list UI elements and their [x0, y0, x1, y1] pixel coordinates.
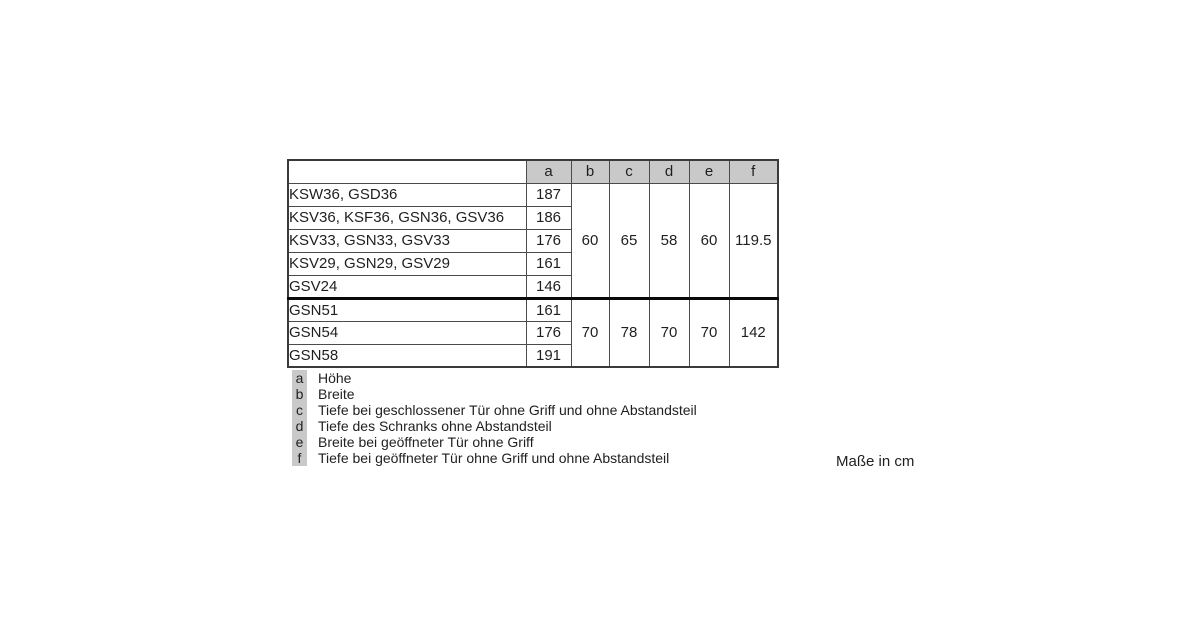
models-cell: GSN58: [288, 344, 526, 367]
header-cell-a: a: [526, 160, 571, 183]
value-a-cell: 146: [526, 275, 571, 298]
header-cell-c: c: [609, 160, 649, 183]
value-a-cell: 176: [526, 229, 571, 252]
models-cell: GSN51: [288, 298, 526, 321]
value-a-cell: 161: [526, 252, 571, 275]
models-cell: GSV24: [288, 275, 526, 298]
models-cell: KSV33, GSN33, GSV33: [288, 229, 526, 252]
units-note: Maße in cm: [836, 453, 915, 470]
legend-label-b: Breite: [318, 386, 355, 402]
models-cell: KSV36, KSF36, GSN36, GSV36: [288, 206, 526, 229]
legend-key-d: d: [292, 418, 307, 434]
legend-item-f: [292, 450, 697, 466]
legend-item-b: [292, 386, 697, 402]
shared-f-cell: 142: [729, 298, 778, 367]
header-cell-d: d: [649, 160, 689, 183]
value-a-cell: 187: [526, 183, 571, 206]
shared-d-cell: 70: [649, 298, 689, 367]
value-a-cell: 191: [526, 344, 571, 367]
legend-label-e: Breite bei geöffneter Tür ohne Griff: [318, 434, 534, 450]
legend-label-f: Tiefe bei geöffneter Tür ohne Griff und ohne Abstandsteil: [318, 450, 670, 466]
header-cell-f: f: [729, 160, 778, 183]
header-cell-empty: [288, 160, 526, 183]
dimensions-table: [287, 159, 779, 368]
legend-key-e: e: [292, 434, 307, 450]
shared-e-cell: 70: [689, 298, 729, 367]
legend-item-a: [292, 370, 697, 386]
shared-b-cell: 60: [571, 183, 609, 298]
legend-key-c: c: [292, 402, 307, 418]
legend-label-d: Tiefe des Schranks ohne Abstandsteil: [318, 418, 552, 434]
shared-b-cell: 70: [571, 298, 609, 367]
legend-key-f: f: [292, 450, 307, 466]
value-a-cell: 176: [526, 321, 571, 344]
shared-c-cell: 78: [609, 298, 649, 367]
models-cell: KSV29, GSN29, GSV29: [288, 252, 526, 275]
shared-e-cell: 60: [689, 183, 729, 298]
value-a-cell: 186: [526, 206, 571, 229]
legend-key-a: a: [292, 370, 307, 386]
table-row: [288, 298, 778, 321]
models-cell: GSN54: [288, 321, 526, 344]
header-cell-e: e: [689, 160, 729, 183]
legend-item-d: [292, 418, 697, 434]
legend-key-b: b: [292, 386, 307, 402]
models-cell: KSW36, GSD36: [288, 183, 526, 206]
legend-label-c: Tiefe bei geschlossener Tür ohne Griff und ohne Abstandsteil: [318, 402, 697, 418]
legend-item-e: [292, 434, 697, 450]
value-a-cell: 161: [526, 298, 571, 321]
shared-d-cell: 58: [649, 183, 689, 298]
table-row: [288, 183, 778, 206]
table-header-row: [288, 160, 778, 183]
legend-label-a: Höhe: [318, 370, 352, 386]
header-cell-b: b: [571, 160, 609, 183]
shared-c-cell: 65: [609, 183, 649, 298]
legend: [292, 370, 697, 466]
legend-item-c: [292, 402, 697, 418]
shared-f-cell: 119.5: [729, 183, 778, 298]
